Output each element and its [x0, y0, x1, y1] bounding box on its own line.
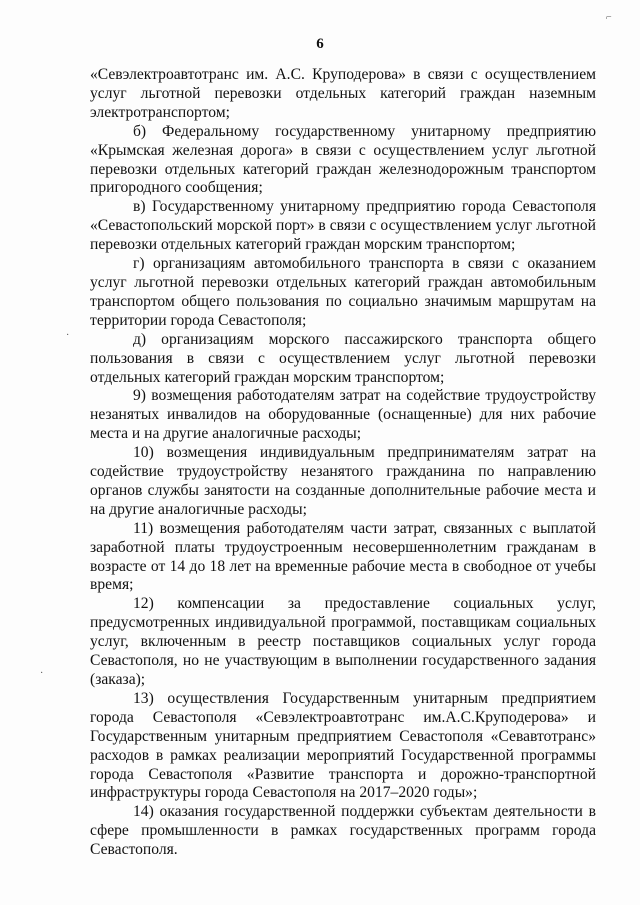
paragraph-item-9: 9) возмещения работодателям затрат на содействие трудоустройству незанятых инвалидов на оборудованные (оснащенные) для них рабочие места и на другие аналогичные расходы; — [90, 387, 596, 443]
paragraph-item-g: г) организациям автомобильного транспорта в связи с оказанием услуг льготной перевозки отдельных категорий граждан автомобильным транспортом общего пользования по социально значимым маршрутам на территории города Севастополя; — [90, 255, 596, 329]
paragraph-item-12: 12) компенсации за предоставление социальных услуг, предусмотренных индивидуальной программой, поставщикам социальных услуг, включенным в реестр поставщиков социальных услуг города Севастополя, но не участвующим в выполнении государственного задания (заказа); — [90, 595, 596, 688]
paragraph-item-13: 13) осуществления Государственным унитарным предприятием города Севастополя «Севэлектроавтотранс им.А.С.Круподерова» и Государственным унитарным предприятием Севастополя «Севавтотранс» расходов в рамках реализации мероприятий Государственной программы города Севастополя «Развитие транспорта и дорожно-транспортной инфраструктуры города Севастополя на 2017–2020 годы»; — [90, 689, 596, 802]
document-body — [90, 66, 596, 860]
scan-mark: · — [66, 330, 70, 341]
page-number: 6 — [316, 36, 324, 52]
paragraph-item-10: 10) возмещения индивидуальным предпринимателям затрат на содействие трудоустройству незанятого гражданина по направлению органов службы занятости на созданные дополнительные рабочие места и на другие аналогичные расходы; — [90, 444, 596, 518]
scan-mark: · — [40, 668, 44, 679]
paragraph-continuation: «Севэлектроавтотранс им. А.С. Круподерова» в связи с осуществлением услуг льготной перевозки отдельных категорий граждан наземным электротранспортом; — [90, 66, 596, 121]
scan-mark: ⌐ — [606, 12, 612, 23]
paragraph-item-d: д) организациям морского пассажирского транспорта общего пользования в связи с осуществлением услуг льготной перевозки отдельных категорий граждан морским транспортом; — [90, 330, 596, 386]
paragraph-item-b: б) Федеральному государственному унитарному предприятию «Крымская железная дорога» в связи с осуществлением услуг льготной перевозки отдельных категорий граждан железнодорожным транспортом пригородного сообщения; — [90, 122, 596, 197]
paragraph-item-v: в) Государственному унитарному предприятию города Севастополя «Севастопольский морской порт» в связи с осуществлением услуг льготной перевозки отдельных категорий граждан морским транспортом; — [90, 198, 596, 254]
paragraph-item-11: 11) возмещения работодателям части затрат, связанных с выплатой заработной платы трудоустроенным несовершеннолетним гражданам в возрасте от 14 до 18 лет на временные рабочие места в свободное от учебы время; — [90, 519, 596, 594]
paragraph-item-14: 14) оказания государственной поддержки субъектам деятельности в сфере промышленности в рамках государственных программ города Севастополя. — [90, 803, 596, 859]
